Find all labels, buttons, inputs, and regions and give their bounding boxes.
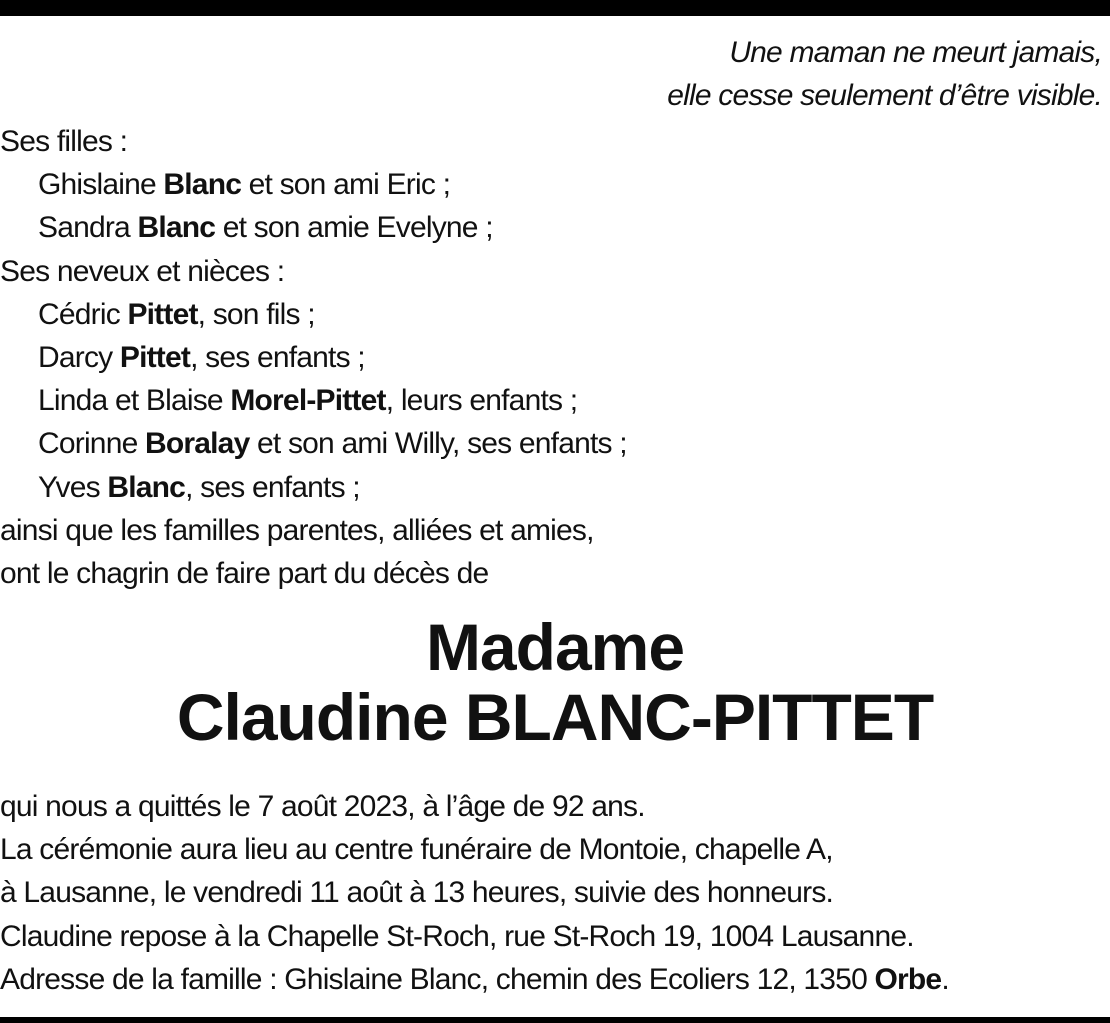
surname: Morel-Pittet	[230, 384, 386, 418]
details-line-1: qui nous a quittés le 7 août 2023, à l’âge de 92 ans.	[0, 790, 645, 823]
daughters-heading: Ses filles :	[0, 125, 128, 158]
mourner-line: Ghislaine Blanc et son ami Eric ;	[38, 168, 451, 202]
epigraph-line-2: elle cesse seulement d’être visible.	[667, 79, 1102, 112]
announce-line: ont le chagrin de faire part du décès de	[0, 557, 489, 591]
deceased-name: Claudine BLANC-PITTET	[176, 680, 934, 754]
details-line-4: Claudine repose à la Chapelle St-Roch, rue St-Roch 19, 1004 Lausanne.	[0, 919, 914, 953]
details-line-3: à Lausanne, le vendredi 11 août à 13 heures, suivie des honneurs.	[0, 876, 834, 910]
mourner-line: Corinne Boralay et son ami Willy, ses enfants ;	[38, 427, 627, 461]
surname: Pittet	[119, 341, 191, 375]
mourner-line: Linda et Blaise Morel-Pittet, leurs enfants ;	[38, 384, 578, 418]
surname: Blanc	[163, 168, 242, 202]
town: Orbe	[874, 962, 942, 996]
mourner-line: Cédric Pittet, son fils ;	[38, 297, 315, 331]
surname: Pittet	[127, 297, 198, 331]
families-line: ainsi que les familles parentes, alliées et amies,	[0, 513, 594, 547]
details-line-2: La cérémonie aura lieu au centre funéraire de Montoie, chapelle A,	[0, 833, 833, 867]
deceased-title: Madame	[425, 610, 685, 684]
nephews-heading: Ses neveux et nièces :	[0, 254, 285, 288]
ceremony-details	[0, 785, 1100, 1001]
surname: Boralay	[145, 427, 250, 461]
family-address-line: Adresse de la famille : Ghislaine Blanc, chemin des Ecoliers 12, 1350 Orbe.	[0, 962, 949, 996]
mourner-line: Yves Blanc, ses enfants ;	[38, 470, 360, 504]
surname: Blanc	[137, 211, 216, 245]
epigraph-line-1: Une maman ne meurt jamais,	[729, 36, 1102, 69]
top-rule	[0, 0, 1110, 16]
mourners-list	[0, 120, 1100, 595]
mourner-line: Sandra Blanc et son amie Evelyne ;	[38, 211, 493, 245]
bottom-rule	[0, 1017, 1110, 1023]
deceased-name-block	[0, 612, 1110, 752]
surname: Blanc	[107, 470, 186, 504]
epigraph	[402, 31, 1102, 117]
mourner-line: Darcy Pittet, ses enfants ;	[38, 341, 365, 375]
